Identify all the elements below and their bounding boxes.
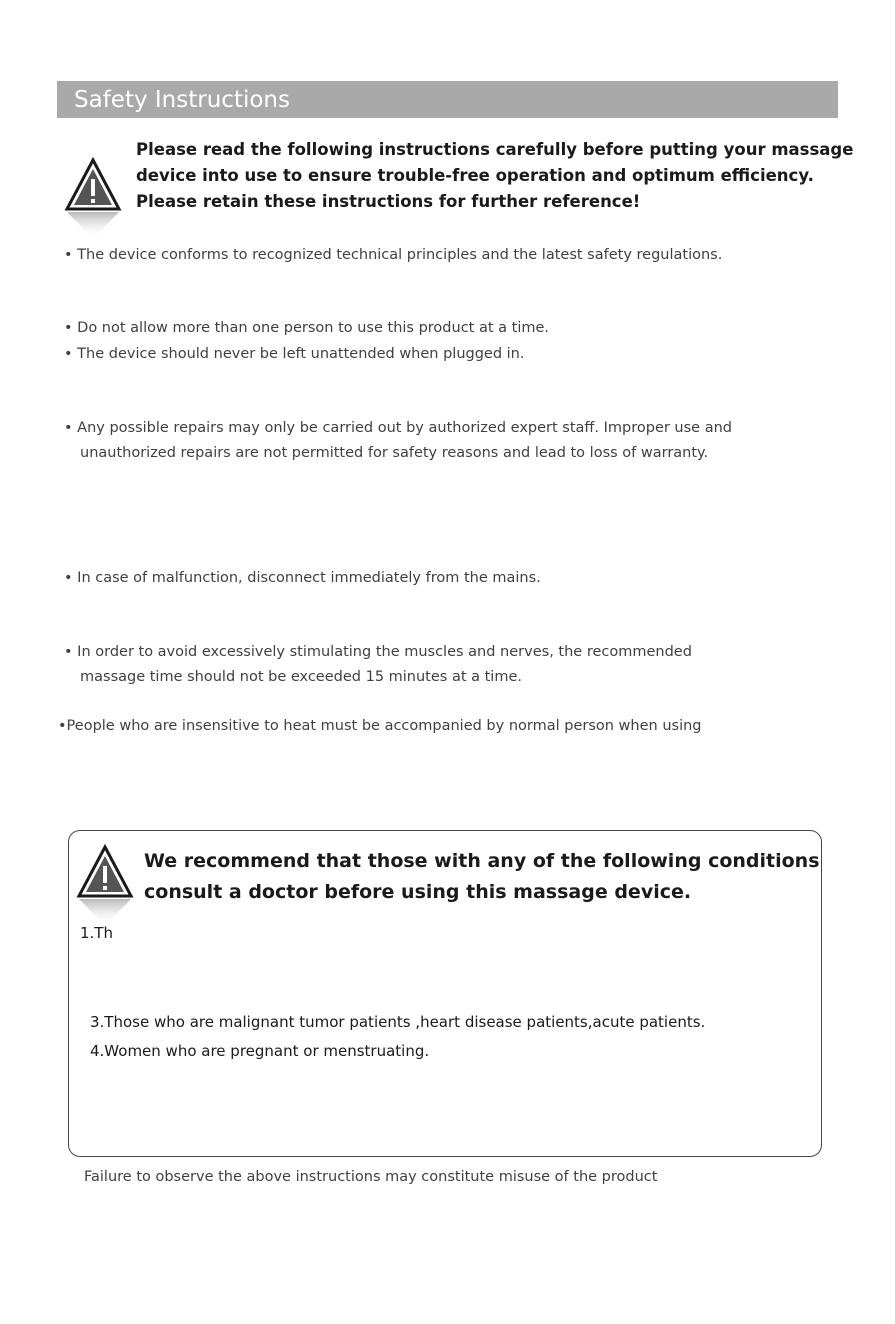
safety-bullet bbox=[64, 316, 854, 341]
bullet-line: • Any possible repairs may only be carried out by authorized expert staff. Improper use and bbox=[64, 420, 732, 436]
safety-bullet bbox=[64, 640, 854, 690]
bullet-line: • In order to avoid excessively stimulating the muscles and nerves, the recommended bbox=[64, 644, 692, 660]
safety-bullet bbox=[64, 416, 854, 466]
intro-notice bbox=[136, 137, 854, 215]
bullet-line: massage time should not be exceeded 15 minutes at a time. bbox=[80, 669, 522, 685]
section-header bbox=[57, 81, 838, 118]
condition-item: 3.Those who are malignant tumor patients ,heart disease patients,acute patients. bbox=[90, 1013, 706, 1031]
intro-line: Please retain these instructions for further reference! bbox=[136, 192, 641, 211]
recommendation-title bbox=[144, 846, 834, 908]
condition-item: 4.Women who are pregnant or menstruating. bbox=[90, 1042, 430, 1060]
recommendation-title-line: We recommend that those with any of the following conditions bbox=[144, 850, 820, 872]
warning-triangle-icon bbox=[76, 844, 134, 924]
bullet-line: • The device conforms to recognized technical principles and the latest safety regulations. bbox=[64, 247, 723, 263]
bullet-line: •People who are insensitive to heat must be accompanied by normal person when using bbox=[58, 718, 702, 734]
section-title: Safety Instructions bbox=[74, 87, 290, 113]
safety-bullet bbox=[58, 714, 848, 739]
bullet-line: • Do not allow more than one person to use this product at a time. bbox=[64, 320, 550, 336]
safety-bullet bbox=[64, 342, 854, 367]
safety-bullet bbox=[64, 566, 854, 591]
bullet-line: unauthorized repairs are not permitted for safety reasons and lead to loss of warranty. bbox=[80, 445, 709, 461]
misuse-warning-note: Failure to observe the above instructions may constitute misuse of the product bbox=[84, 1169, 658, 1185]
condition-item: 1.Th bbox=[80, 924, 113, 942]
safety-bullet bbox=[64, 243, 854, 268]
intro-line: Please read the following instructions carefully before putting your massage bbox=[136, 140, 854, 159]
bullet-line: • The device should never be left unattended when plugged in. bbox=[64, 346, 525, 362]
intro-line: device into use to ensure trouble-free operation and optimum efficiency. bbox=[136, 166, 814, 185]
bullet-line: • In case of malfunction, disconnect immediately from the mains. bbox=[64, 570, 541, 586]
warning-triangle-icon bbox=[64, 157, 122, 237]
recommendation-title-line: consult a doctor before using this massage device. bbox=[144, 881, 692, 903]
